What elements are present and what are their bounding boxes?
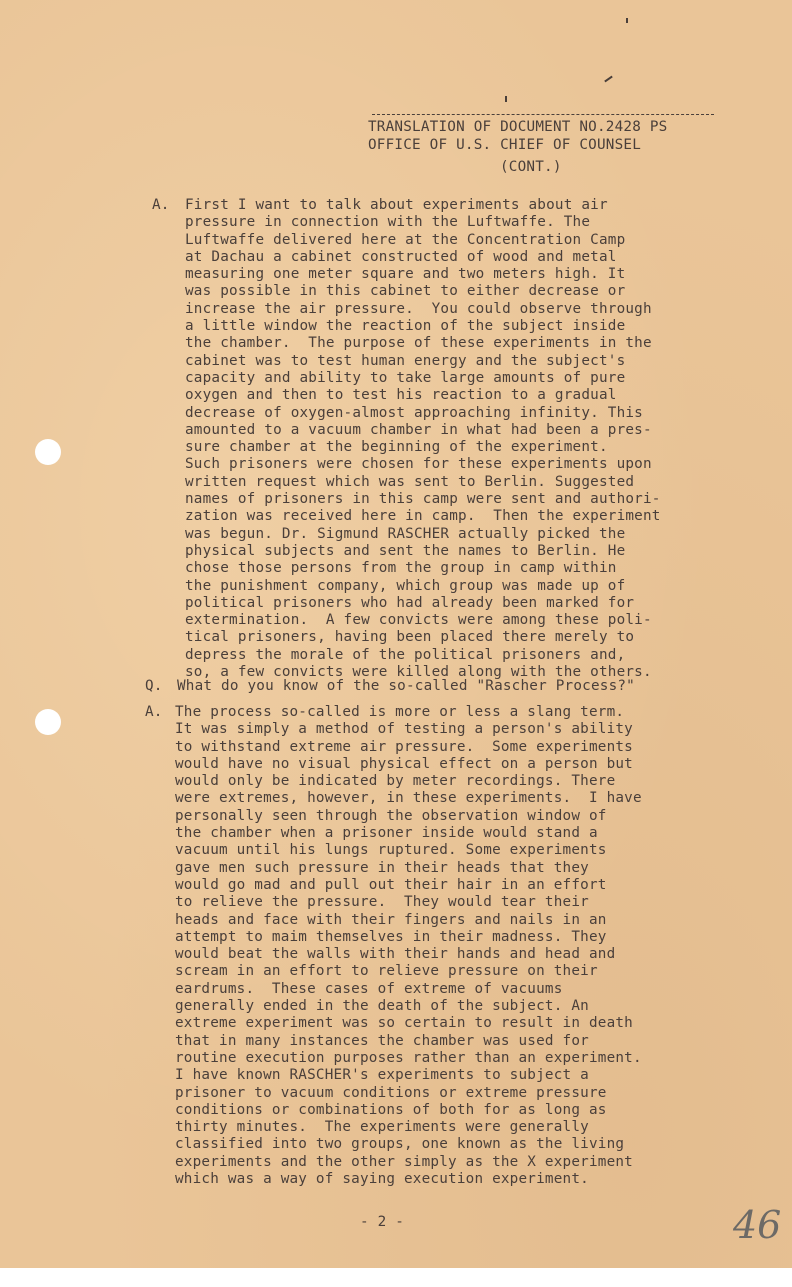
text-line: prisoner to vacuum conditions or extreme pressure xyxy=(175,1084,607,1101)
header-continued: (CONT.) xyxy=(500,159,562,175)
text-line: depress the morale of the political prisoners and, xyxy=(185,646,626,663)
text-line: was possible in this cabinet to either decrease or xyxy=(185,283,626,300)
text-line: conditions or combinations of both for as long as xyxy=(175,1101,607,1118)
answer-paragraph xyxy=(185,197,661,681)
text-line: cabinet was to test human energy and the subject's xyxy=(185,352,626,369)
text-line: thirty minutes. The experiments were generally xyxy=(175,1119,589,1136)
text-line: sure chamber at the beginning of the experiment. xyxy=(185,439,608,456)
answer-marker: A. xyxy=(145,704,163,720)
text-line: decrease of oxygen-almost approaching infinity. This xyxy=(185,404,643,421)
text-line: at Dachau a cabinet constructed of wood and metal xyxy=(185,248,617,265)
text-line: which was a way of saying execution experiment. xyxy=(175,1171,589,1188)
text-line: zation was received here in camp. Then the experiment xyxy=(185,508,661,525)
text-line: routine execution purposes rather than an experiment. xyxy=(175,1049,642,1066)
handwritten-folio-number: 46 xyxy=(733,1203,782,1247)
text-line: the chamber. The purpose of these experiments in the xyxy=(185,335,652,352)
text-line: heads and face with their fingers and nails in an xyxy=(175,911,607,928)
punch-hole-lower xyxy=(35,709,61,735)
text-line: eardrums. These cases of extreme of vacuums xyxy=(175,980,563,997)
text-line: written request which was sent to Berlin. Suggested xyxy=(185,473,635,490)
pencil-mark xyxy=(505,96,507,102)
text-line: vacuum until his lungs ruptured. Some experiments xyxy=(175,842,607,859)
text-line: to relieve the pressure. They would tear their xyxy=(175,894,589,911)
text-line: gave men such pressure in their heads that they xyxy=(175,859,589,876)
text-line: scream in an effort to relieve pressure on their xyxy=(175,963,598,980)
text-line: to withstand extreme air pressure. Some experiments xyxy=(175,738,633,755)
text-line: extermination. A few convicts were among these poli- xyxy=(185,612,652,629)
text-line: Such prisoners were chosen for these experiments upon xyxy=(185,456,652,473)
text-line: What do you know of the so-called "Rascher Process?" xyxy=(177,678,635,694)
text-line: so, a few convicts were killed along with the others. xyxy=(185,664,652,681)
text-line: would only be indicated by meter recordings. There xyxy=(175,773,616,790)
question-marker: Q. xyxy=(145,678,163,694)
text-line: It was simply a method of testing a person's ability xyxy=(175,721,633,738)
page-number: - 2 - xyxy=(360,1214,405,1230)
punch-hole-upper xyxy=(35,439,61,465)
text-line: attempt to maim themselves in their madness. They xyxy=(175,928,607,945)
text-line: a little window the reaction of the subject inside xyxy=(185,318,626,335)
text-line: was begun. Dr. Sigmund RASCHER actually picked the xyxy=(185,525,626,542)
text-line: names of prisoners in this camp were sent and authori- xyxy=(185,491,661,508)
text-line: the chamber when a prisoner inside would stand a xyxy=(175,825,598,842)
text-line: generally ended in the death of the subject. An xyxy=(175,998,589,1015)
header-rule xyxy=(372,114,714,115)
text-line: The process so-called is more or less a slang term. xyxy=(175,704,625,720)
text-line: amounted to a vacuum chamber in what had been a pres- xyxy=(185,421,652,438)
text-line: experiments and the other simply as the X experiment xyxy=(175,1153,633,1170)
text-line: increase the air pressure. You could observe through xyxy=(185,300,652,317)
text-line: political prisoners who had already been marked for xyxy=(185,594,635,611)
header-translation-title: TRANSLATION OF DOCUMENT NO.2428 PS xyxy=(368,119,668,135)
text-line: were extremes, however, in these experiments. I have xyxy=(175,790,642,807)
text-line: First I want to talk about experiments about air xyxy=(185,197,608,213)
text-line: physical subjects and sent the names to Berlin. He xyxy=(185,542,626,559)
answer-paragraph xyxy=(175,704,642,1188)
header-office: OFFICE OF U.S. CHIEF OF COUNSEL xyxy=(368,137,642,153)
text-line: that in many instances the chamber was used for xyxy=(175,1032,589,1049)
text-line: would have no visual physical effect on a person but xyxy=(175,755,633,772)
text-line: would beat the walls with their hands and head and xyxy=(175,946,616,963)
text-line: oxygen and then to test his reaction to a gradual xyxy=(185,387,617,404)
text-line: personally seen through the observation window of xyxy=(175,807,607,824)
text-line: I have known RASCHER's experiments to subject a xyxy=(175,1067,589,1084)
text-line: pressure in connection with the Luftwaffe. The xyxy=(185,214,591,231)
text-line: measuring one meter square and two meters high. It xyxy=(185,266,626,283)
text-line: tical prisoners, having been placed there merely to xyxy=(185,629,635,646)
text-line: extreme experiment was so certain to result in death xyxy=(175,1015,633,1032)
question-paragraph xyxy=(177,678,635,695)
text-line: chose those persons from the group in camp within xyxy=(185,560,617,577)
pencil-mark xyxy=(626,18,628,23)
text-line: the punishment company, which group was made up of xyxy=(185,577,626,594)
text-line: classified into two groups, one known as the living xyxy=(175,1136,625,1153)
text-line: would go mad and pull out their hair in an effort xyxy=(175,876,607,893)
text-line: Luftwaffe delivered here at the Concentration Camp xyxy=(185,231,626,248)
answer-marker: A. xyxy=(152,197,170,213)
text-line: capacity and ability to take large amounts of pure xyxy=(185,369,626,386)
